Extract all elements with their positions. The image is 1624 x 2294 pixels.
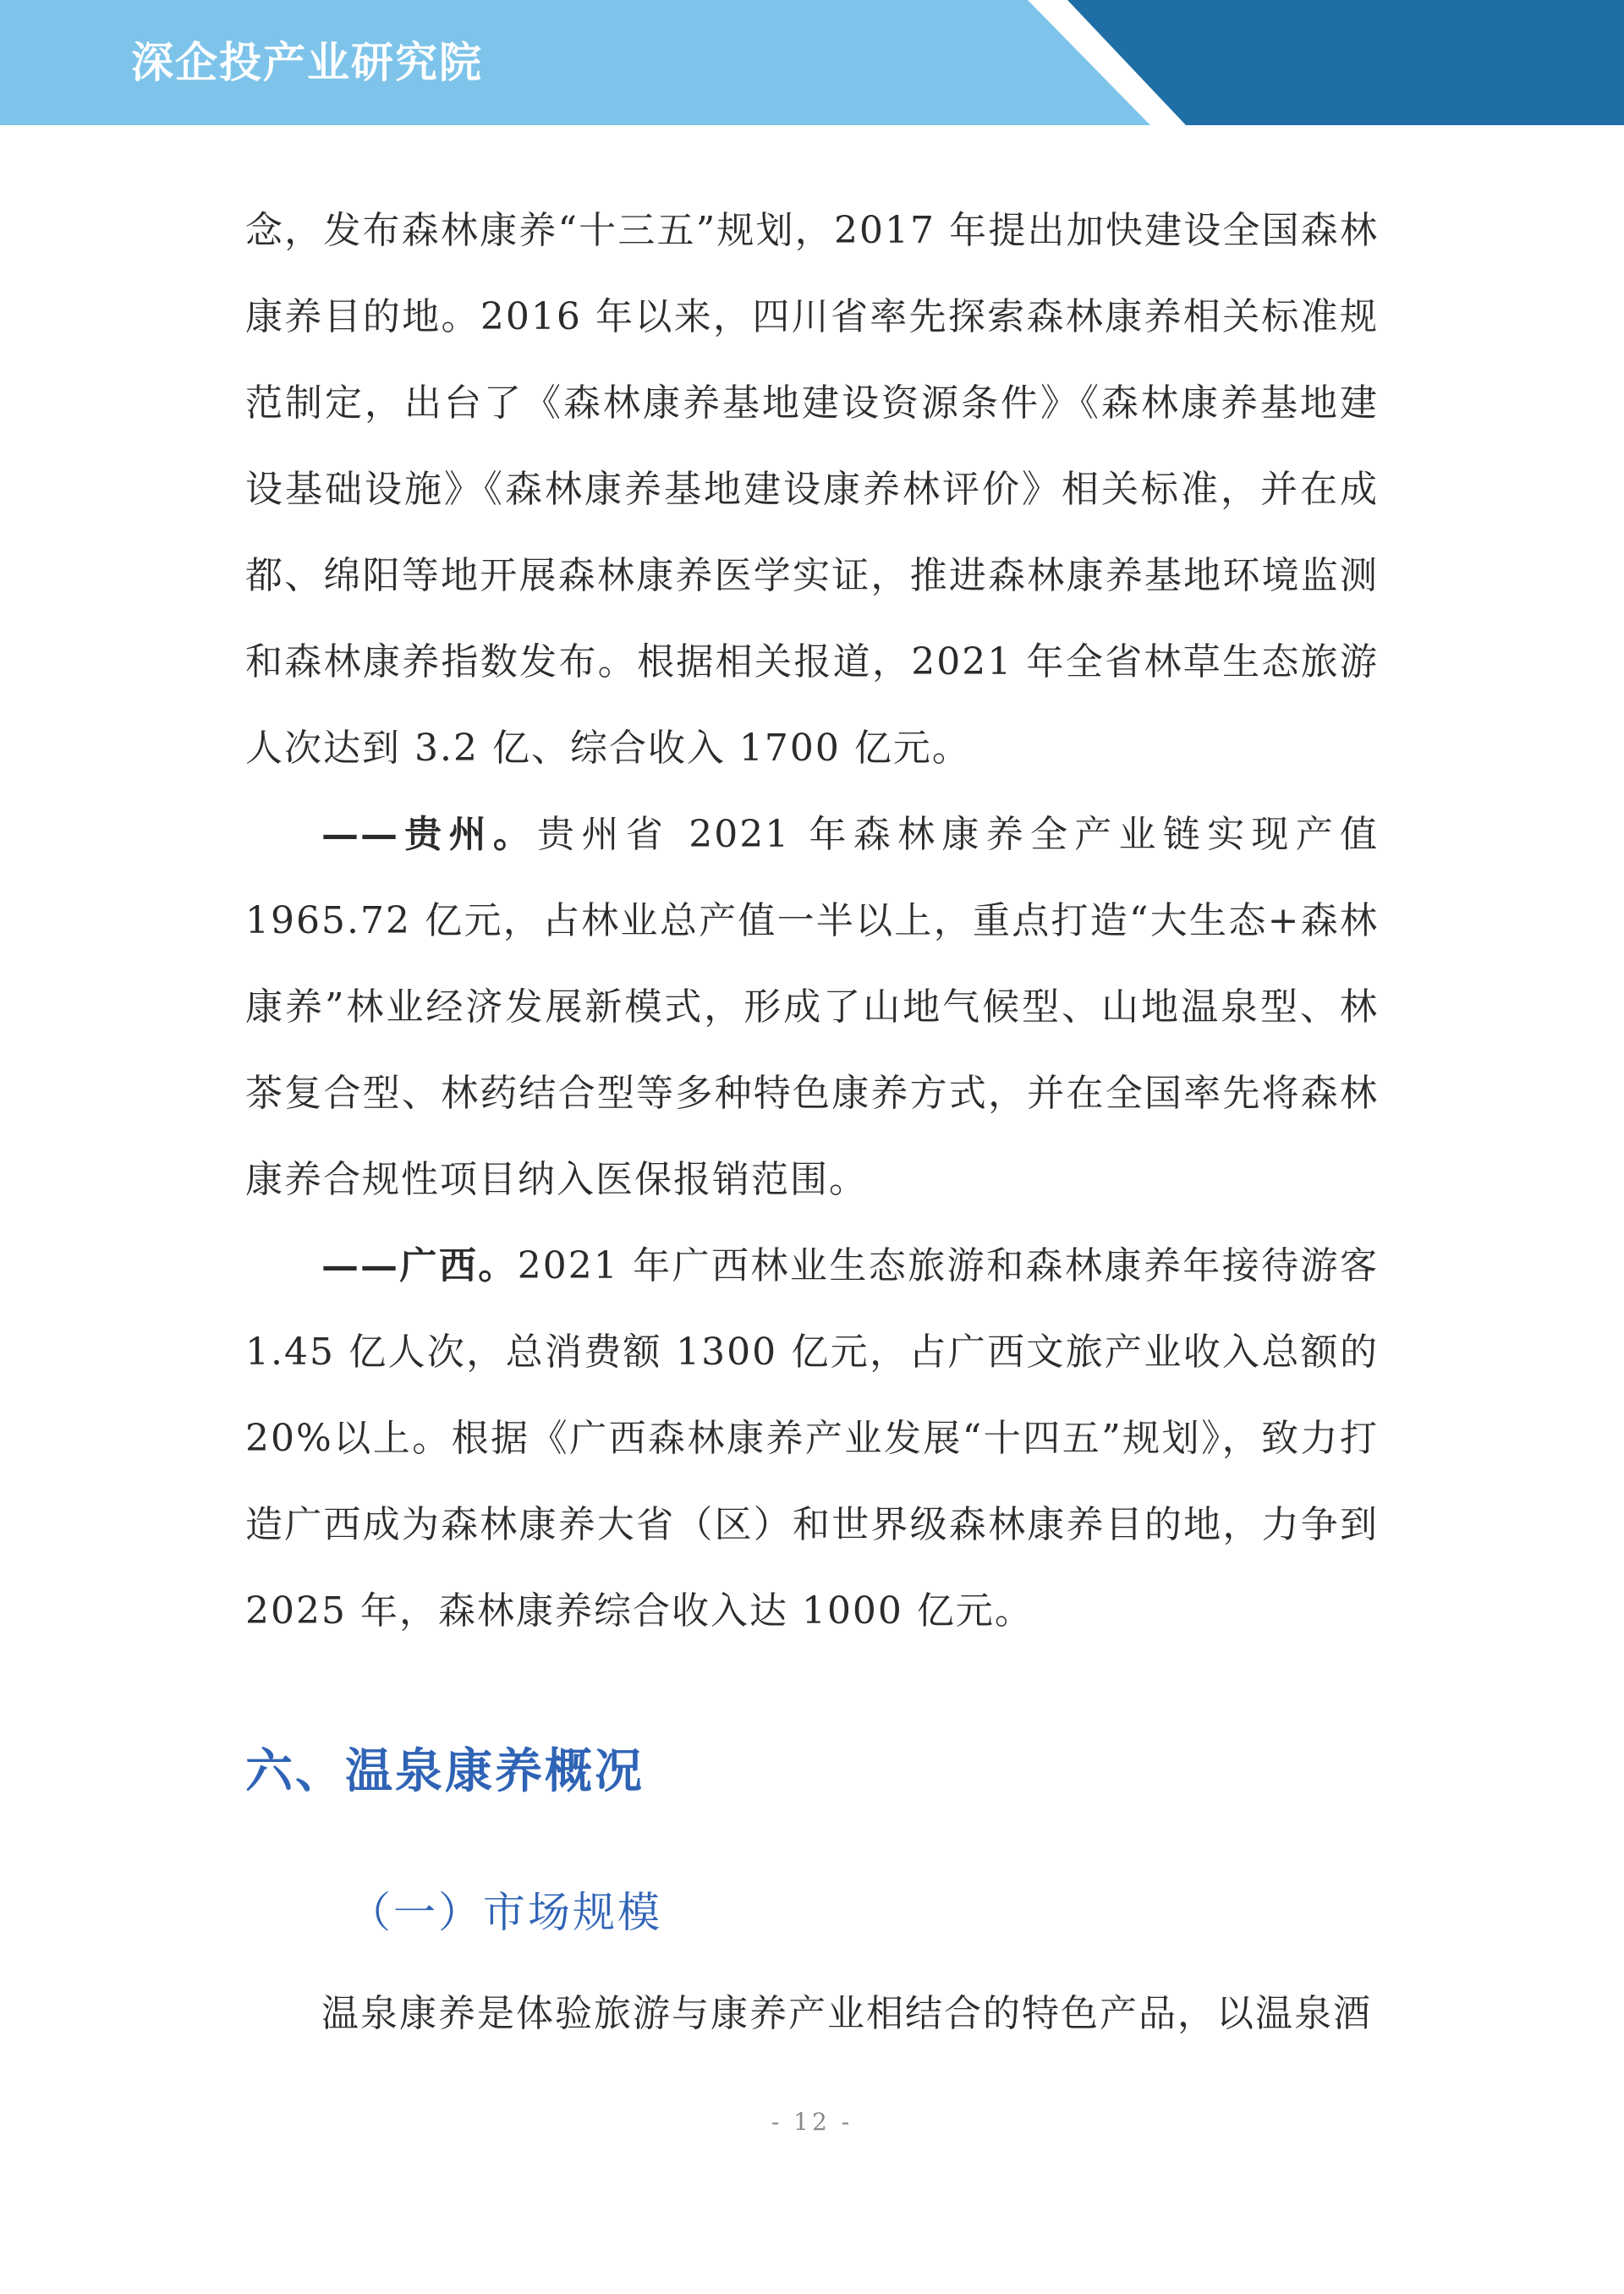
paragraph-text: 念，发布森林康养“十三五”规划，2017 年提出加快建设全国森林康养目的地。2016 年以来，四川省率先探索森林康养相关标准规范制定，出台了《森林康养基地建设资源条件》《森林康养基地建设基础设施》《森林康养基地建设康养林评价》相关标准，并在成都、绵阳等地开展森林康养医学实证，推进森林康养基地环境监测和森林康养指数发布。根据相关报道，2021 年全省林草生态旅游人次达到 3.2 亿、综合收入 1700 亿元。 (245, 209, 1379, 770)
page-header (0, 0, 1624, 125)
paragraph-lead: ——广西。 (321, 1244, 518, 1287)
section-body (245, 1971, 1379, 2057)
paragraph-text: 贵州省 2021 年森林康养全产业链实现产值 1965.72 亿元，占林业总产值一半以上，重点打造“大生态+森林康养”林业经济发展新模式，形成了山地气候型、山地温泉型、林茶复合型、林药结合型等多种特色康养方式，并在全国率先将森林康养合规性项目纳入医保报销范围。 (245, 813, 1379, 1201)
body-text (245, 188, 1379, 1655)
paragraph-sichuan (245, 188, 1379, 792)
paragraph-lead: ——贵州。 (321, 813, 538, 856)
paragraph-text: 2021 年广西林业生态旅游和森林康养年接待游客 1.45 亿人次，总消费额 1300 亿元，占广西文旅产业收入总额的 20%以上。根据《广西森林康养产业发展“十四五”规划》，致力打造广西成为森林康养大省（区）和世界级森林康养目的地，力争到 2025 年，森林康养综合收入达 1000 亿元。 (245, 1244, 1379, 1633)
header-title: 深企投产业研究院 (131, 38, 483, 87)
section-subheading: （一）市场规模 (348, 1888, 662, 1937)
page-number: - 12 - (771, 2108, 853, 2136)
paragraph-guangxi (245, 1223, 1379, 1655)
paragraph-guizhou (245, 792, 1379, 1223)
header-dark-band (1067, 0, 1624, 125)
paragraph-hot-spring: 温泉康养是体验旅游与康养产业相结合的特色产品，以温泉酒 (321, 1992, 1372, 2035)
section-heading: 六、温泉康养概况 (245, 1744, 645, 1799)
